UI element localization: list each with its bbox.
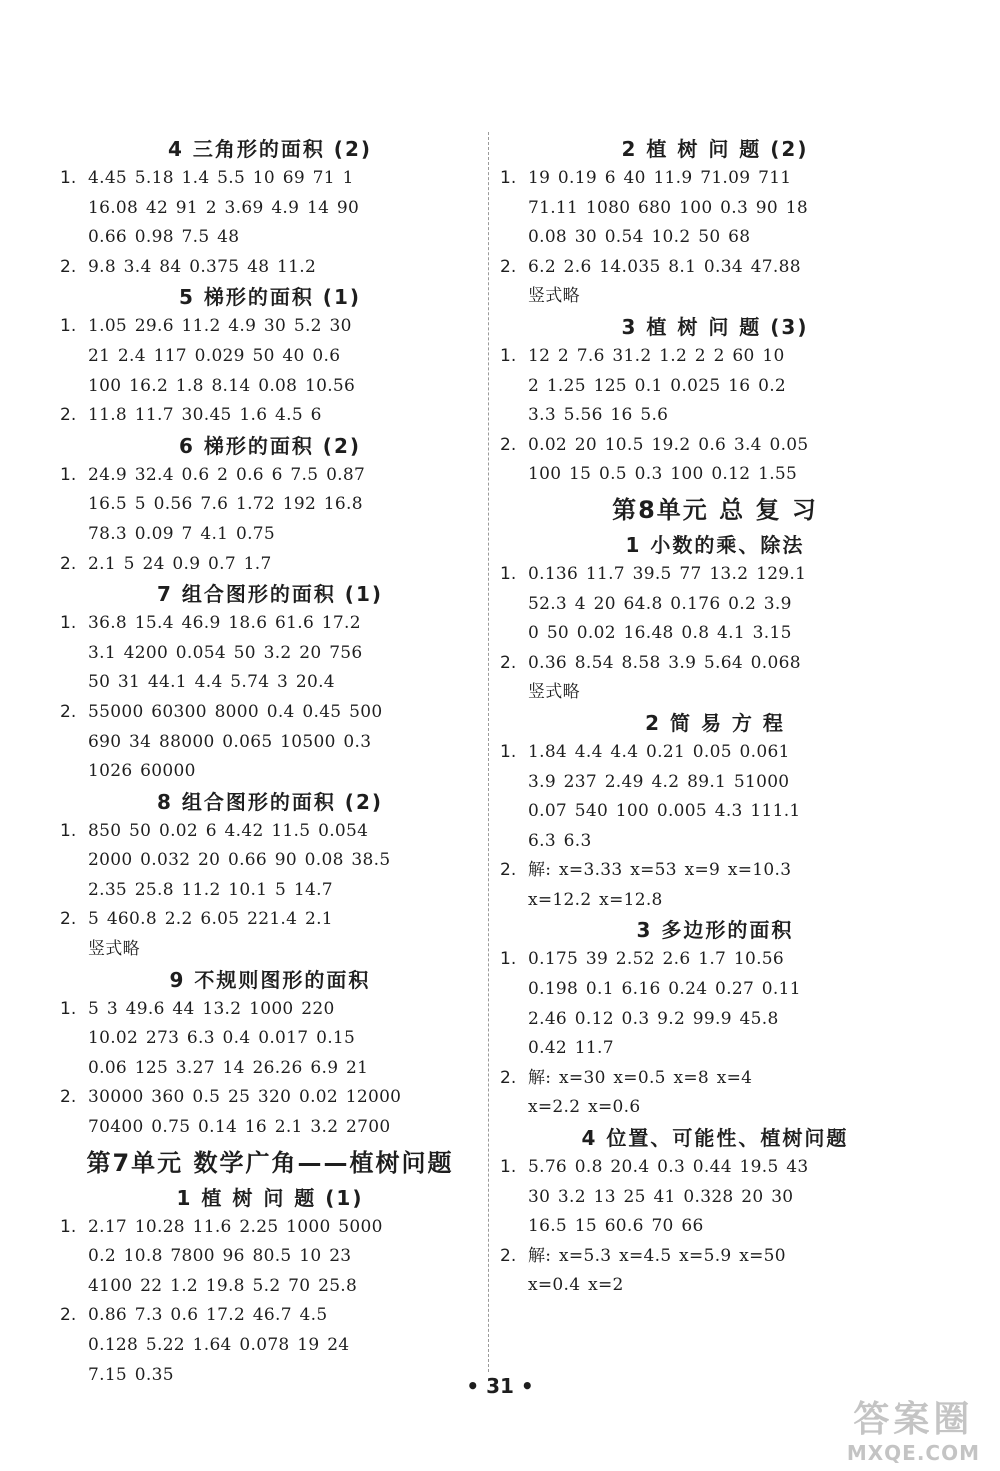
answer-line: 4.45 5.18 1.4 5.5 10 69 71 1 <box>88 168 354 188</box>
question-number: 1. <box>500 949 517 970</box>
answer-lines <box>88 1083 480 1142</box>
answer-item <box>60 995 480 1084</box>
answer-line: 21 2.4 117 0.029 50 40 0.6 <box>88 345 341 366</box>
answer-item <box>500 738 930 856</box>
question-number: 2. <box>60 1305 77 1326</box>
answer-line: 100 16.2 1.8 8.14 0.08 10.56 <box>88 375 356 396</box>
answer-section <box>500 530 930 708</box>
answer-item <box>500 560 930 649</box>
answer-line: 0.02 20 10.5 19.2 0.6 3.4 0.05 <box>528 434 809 455</box>
answer-section <box>60 431 480 579</box>
answer-item <box>60 461 480 550</box>
answer-line: 2.46 0.12 0.3 9.2 99.9 45.8 <box>528 1008 779 1029</box>
answer-line: 竖式略 <box>528 286 580 307</box>
answer-line: 解: x=3.33 x=53 x=9 x=10.3 <box>528 860 792 881</box>
column-divider <box>488 132 489 1372</box>
answer-item <box>500 856 930 915</box>
answer-line: 71.11 1080 680 100 0.3 90 18 <box>528 197 808 218</box>
answer-line: 1.84 4.4 4.4 0.21 0.05 0.061 <box>528 741 790 762</box>
answer-item <box>60 550 480 580</box>
answer-line: 0.175 39 2.52 2.6 1.7 10.56 <box>528 949 785 970</box>
answer-line: 4100 22 1.2 19.8 5.2 70 25.8 <box>88 1275 358 1296</box>
answer-lines <box>88 1213 480 1302</box>
section-title: 2 简 易 方 程 <box>645 710 785 735</box>
answer-line: 30000 360 0.5 25 320 0.02 12000 <box>88 1087 402 1108</box>
answer-item <box>60 1213 480 1302</box>
answer-section <box>60 787 480 965</box>
answer-line: 0.42 11.7 <box>528 1038 614 1059</box>
answer-line: 竖式略 <box>88 939 140 960</box>
answer-section <box>60 282 480 430</box>
section-title: 6 梯形的面积 (2) <box>178 433 362 458</box>
question-number: 1. <box>500 1157 517 1178</box>
question-number: 2. <box>500 256 517 277</box>
answer-item <box>60 698 480 787</box>
page-number: • 31 • <box>466 1374 534 1398</box>
answer-section <box>60 579 480 787</box>
section-title: 7 组合图形的面积 (1) <box>156 582 384 607</box>
answer-lines <box>528 738 930 856</box>
answer-item <box>500 1153 930 1242</box>
answer-line: 0.128 5.22 1.64 0.078 19 24 <box>88 1335 350 1355</box>
answer-line: 0.2 10.8 7800 96 80.5 10 23 <box>88 1246 352 1267</box>
answer-item <box>500 1064 930 1123</box>
section-title: 9 不规则图形的面积 <box>169 967 371 992</box>
answer-lines <box>528 1242 930 1301</box>
answer-lines <box>88 164 480 253</box>
answer-lines <box>88 609 480 698</box>
answer-item <box>500 342 930 431</box>
section-title: 1 小数的乘、除法 <box>625 532 805 557</box>
question-number: 1. <box>60 464 77 485</box>
question-number: 1. <box>60 998 77 1019</box>
answer-item <box>500 164 930 253</box>
answer-line: 850 50 0.02 6 4.42 11.5 0.054 <box>88 820 369 841</box>
answer-lines <box>88 995 480 1084</box>
answer-lines <box>88 698 480 787</box>
answer-item <box>60 609 480 698</box>
answer-line: 5 3 49.6 44 13.2 1000 220 <box>88 998 335 1019</box>
right-column <box>500 134 930 1301</box>
answer-line: 10.02 273 6.3 0.4 0.017 0.15 <box>88 1028 356 1049</box>
answer-lines <box>88 817 480 906</box>
answer-line: 5 460.8 2.2 6.05 221.4 2.1 <box>88 909 333 930</box>
answer-section <box>500 312 930 490</box>
answer-line: 1026 60000 <box>88 761 196 782</box>
answer-line: 12 2 7.6 31.2 1.2 2 2 60 10 <box>528 345 785 366</box>
unit-title: 第7单元 数学广角——植树问题 <box>86 1148 454 1177</box>
question-number: 2. <box>60 256 77 277</box>
answer-lines <box>528 560 930 649</box>
section-title: 4 位置、可能性、植树问题 <box>581 1126 849 1151</box>
answer-item <box>60 1083 480 1142</box>
section-title: 1 植 树 问 题 (1) <box>176 1185 364 1210</box>
answer-line: 9.8 3.4 84 0.375 48 11.2 <box>88 256 317 277</box>
question-number: 1. <box>500 741 517 762</box>
answer-section <box>60 1183 480 1391</box>
question-number: 2. <box>60 909 77 930</box>
watermark-url: MXQE.COM <box>846 1441 980 1465</box>
answer-line: 2.1 5 24 0.9 0.7 1.7 <box>88 553 272 574</box>
answer-line: 0.86 7.3 0.6 17.2 46.7 4.5 <box>88 1305 328 1326</box>
question-number: 1. <box>500 168 517 188</box>
section-title: 8 组合图形的面积 (2) <box>156 789 384 814</box>
answer-line: 16.5 5 0.56 7.6 1.72 192 16.8 <box>88 494 363 515</box>
answer-line: 36.8 15.4 46.9 18.6 61.6 17.2 <box>88 613 361 634</box>
question-number: 1. <box>500 345 517 366</box>
question-number: 1. <box>60 820 77 841</box>
answer-lines <box>88 461 480 550</box>
question-number: 2. <box>60 553 77 574</box>
answer-lines <box>528 945 930 1063</box>
question-number: 2. <box>500 434 517 455</box>
answer-line: 16.08 42 91 2 3.69 4.9 14 90 <box>88 197 360 218</box>
answer-section <box>500 915 930 1123</box>
answer-section <box>60 965 480 1143</box>
answer-line: 7.15 0.35 <box>88 1364 174 1385</box>
answer-section <box>500 1123 930 1301</box>
answer-line: 0 50 0.02 16.48 0.8 4.1 3.15 <box>528 623 792 644</box>
answer-line: 11.8 11.7 30.45 1.6 4.5 6 <box>88 405 322 426</box>
question-number: 2. <box>500 860 517 881</box>
answer-lines <box>528 164 930 253</box>
answer-line: 3.3 5.56 16 5.6 <box>528 405 669 426</box>
answer-line: 70400 0.75 0.14 16 2.1 3.2 2700 <box>88 1117 391 1138</box>
answer-item <box>60 905 480 964</box>
answer-line: 2000 0.032 20 0.66 90 0.08 38.5 <box>88 850 391 871</box>
answer-item <box>500 1242 930 1301</box>
answer-line: 30 3.2 13 25 41 0.328 20 30 <box>528 1186 794 1207</box>
answer-line: 2.35 25.8 11.2 10.1 5 14.7 <box>88 879 333 900</box>
answer-lines <box>528 649 930 708</box>
answer-line: x=12.2 x=12.8 <box>528 889 663 910</box>
answer-lines <box>528 1153 930 1242</box>
answer-line: 0.36 8.54 8.58 3.9 5.64 0.068 <box>528 652 801 673</box>
answer-lines <box>88 905 480 964</box>
answer-line: 0.08 30 0.54 10.2 50 68 <box>528 227 751 248</box>
watermark-logo <box>847 1400 980 1466</box>
question-number: 2. <box>60 405 77 426</box>
answer-item <box>60 253 480 283</box>
answer-item <box>500 253 930 312</box>
question-number: 2. <box>60 701 77 722</box>
answer-line: 0.06 125 3.27 14 26.26 6.9 21 <box>88 1057 369 1078</box>
question-number: 1. <box>60 613 77 634</box>
answer-line: 3.1 4200 0.054 50 3.2 20 756 <box>88 642 363 663</box>
answer-line: 24.9 32.4 0.6 2 0.6 6 7.5 0.87 <box>88 464 366 485</box>
section-title: 3 多边形的面积 <box>636 918 794 943</box>
answer-line: 0.198 0.1 6.16 0.24 0.27 0.11 <box>528 979 801 1000</box>
answer-line: 690 34 88000 0.065 10500 0.3 <box>88 731 372 752</box>
left-column <box>60 134 480 1390</box>
answer-lines <box>88 312 480 401</box>
answer-line: 100 15 0.5 0.3 100 0.12 1.55 <box>528 464 798 485</box>
unit-title: 第8单元 总 复 习 <box>612 495 818 524</box>
answer-item <box>500 945 930 1063</box>
answer-line: 竖式略 <box>528 682 580 703</box>
question-number: 2. <box>500 652 517 673</box>
answer-line: 50 31 44.1 4.4 5.74 3 20.4 <box>88 672 335 693</box>
answer-item <box>60 164 480 253</box>
watermark-text: 答案圈 <box>853 1399 974 1440</box>
answer-line: 52.3 4 20 64.8 0.176 0.2 3.9 <box>528 593 792 614</box>
question-number: 1. <box>60 316 77 337</box>
answer-lines <box>528 1064 930 1123</box>
answer-line: 55000 60300 8000 0.4 0.45 500 <box>88 701 383 722</box>
answer-lines <box>88 550 480 580</box>
question-number: 2. <box>60 1087 77 1108</box>
answer-section <box>500 134 930 312</box>
answer-line: 解: x=5.3 x=4.5 x=5.9 x=50 <box>528 1245 786 1266</box>
answer-line: 78.3 0.09 7 4.1 0.75 <box>88 523 276 544</box>
answer-line: 19 0.19 6 40 11.9 71.09 711 <box>528 168 792 188</box>
answer-item <box>60 312 480 401</box>
answer-line: 解: x=30 x=0.5 x=8 x=4 <box>528 1067 753 1088</box>
question-number: 1. <box>500 563 517 584</box>
answer-line: 6.3 6.3 <box>528 830 592 851</box>
answer-lines <box>528 431 930 490</box>
answer-lines <box>88 253 480 283</box>
answer-lines <box>528 342 930 431</box>
answer-item <box>500 431 930 490</box>
question-number: 2. <box>500 1245 517 1266</box>
question-number: 2. <box>500 1067 517 1088</box>
answer-line: 0.66 0.98 7.5 48 <box>88 227 240 248</box>
answer-line: 16.5 15 60.6 70 66 <box>528 1216 704 1237</box>
question-number: 1. <box>60 168 77 188</box>
answer-line: 6.2 2.6 14.035 8.1 0.34 47.88 <box>528 256 801 277</box>
answer-line: x=2.2 x=0.6 <box>528 1097 641 1118</box>
answer-section <box>60 134 480 282</box>
question-number: 1. <box>60 1216 77 1237</box>
answer-line: 0.136 11.7 39.5 77 13.2 129.1 <box>528 563 807 584</box>
answer-lines <box>528 856 930 915</box>
answer-line: 0.07 540 100 0.005 4.3 111.1 <box>528 801 801 822</box>
section-title: 4 三角形的面积 (2) <box>167 137 373 161</box>
section-title: 5 梯形的面积 (1) <box>178 285 362 310</box>
section-title: 3 植 树 问 题 (3) <box>621 314 809 339</box>
answer-line: x=0.4 x=2 <box>528 1275 624 1296</box>
answer-line: 2.17 10.28 11.6 2.25 1000 5000 <box>88 1216 383 1237</box>
answer-item <box>60 401 480 431</box>
section-title: 2 植 树 问 题 (2) <box>621 137 809 161</box>
answer-line: 5.76 0.8 20.4 0.3 0.44 19.5 43 <box>528 1157 809 1178</box>
answer-line: 3.9 237 2.49 4.2 89.1 51000 <box>528 771 790 792</box>
answer-lines <box>88 401 480 431</box>
answer-line: 1.05 29.6 11.2 4.9 30 5.2 30 <box>88 316 352 337</box>
answer-line: 2 1.25 125 0.1 0.025 16 0.2 <box>528 375 787 396</box>
answer-section <box>500 708 930 916</box>
answer-item <box>60 817 480 906</box>
answer-item <box>500 649 930 708</box>
answer-lines <box>528 253 930 312</box>
